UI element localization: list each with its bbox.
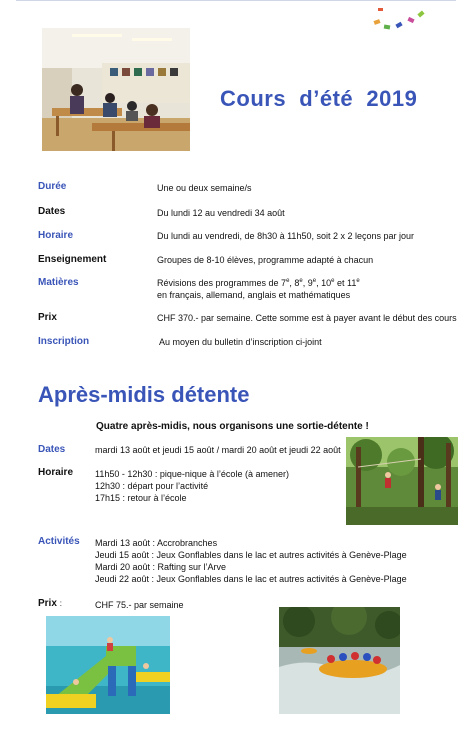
activite-line-1: Mardi 13 août : Accrobranches [95,538,218,548]
matieres-label: Matières [38,277,79,288]
afternoon-prix-value: CHF 75.- par semaine [95,600,184,610]
horaire-value: Du lundi au vendredi, de 8h30 à 11h50, soit 2 x 2 leçons par jour [157,231,415,241]
prix-label: Prix [38,312,57,323]
activite-line-3: Mardi 20 août : Rafting sur l’Arve [95,562,227,572]
afternoon-prix-label: Prix : [38,598,62,609]
duree-label: Durée [38,181,67,192]
enseignement-value: Groupes de 8-10 élèves, programme adapté à chacun [157,255,374,265]
matieres-value-line2: en français, allemand, anglais et mathématiques [157,290,351,300]
horaire-label: Horaire [38,230,74,241]
dates-label: Dates [38,206,66,217]
afternoon-horaire-line-2: 12h30 : départ pour l’activité [95,481,209,491]
matieres-value-line1: Révisions des programmes de 7e, 8e, 9e, 10e et 11e [157,278,360,288]
duree-value: Une ou deux semaine/s [157,183,252,193]
activite-line-4: Jeudi 22 août : Jeux Gonflables dans le lac et autres activités à Genève-Plage [95,574,407,584]
classroom-photo [42,28,190,151]
activites-label: Activités [38,536,80,547]
prix-value: CHF 370.- par semaine. Cette somme est à payer avant le début des cours [157,313,457,323]
enseignement-label: Enseignement [38,254,107,265]
top-rule [16,0,456,1]
inscription-value: Au moyen du bulletin d’inscription ci-joint [159,337,322,347]
dates-value: Du lundi 12 au vendredi 34 août [157,208,285,218]
activite-line-2: Jeudi 15 août : Jeux Gonflables dans le lac et autres activités à Genève-Plage [95,550,407,560]
afternoons-title: Après-midis détente [38,382,250,407]
inflatable-photo [46,616,170,714]
afternoon-dates-label: Dates [38,444,66,455]
accrobranche-photo [346,437,458,525]
inscription-label: Inscription [38,336,90,347]
afternoon-horaire-line-3: 17h15 : retour à l’école [95,493,187,503]
logo-mark [370,0,440,34]
page-title: Cours d’été 2019 [220,86,418,111]
afternoon-horaire-line-1: 11h50 - 12h30 : pique-nique à l’école (à amener) [95,469,289,479]
rafting-photo [279,607,400,714]
afternoons-subtitle: Quatre après-midis, nous organisons une sortie-détente ! [96,421,369,432]
afternoon-dates-value: mardi 13 août et jeudi 15 août / mardi 20 août et jeudi 22 août [95,445,341,455]
afternoon-horaire-label: Horaire [38,467,74,478]
